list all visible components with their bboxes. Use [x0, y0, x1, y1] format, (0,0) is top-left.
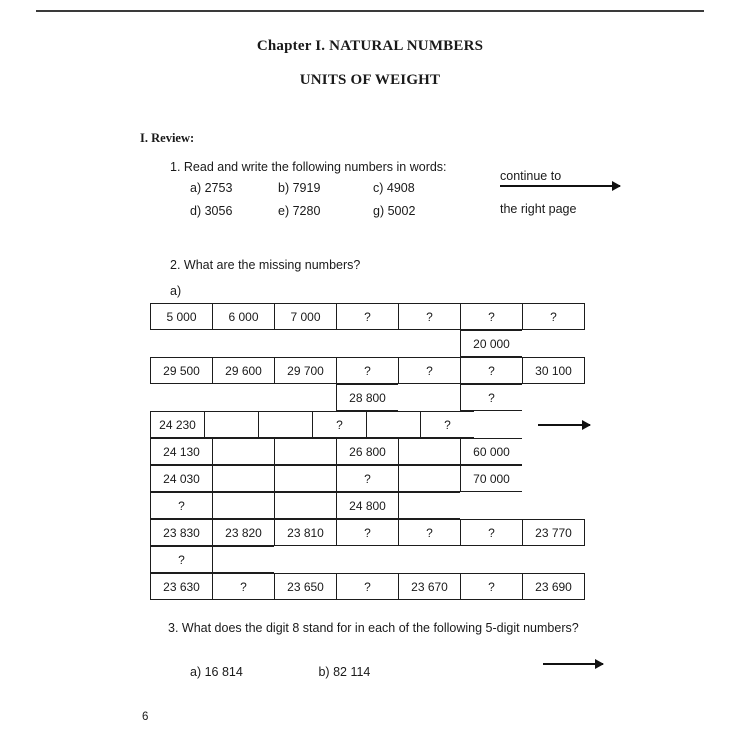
grid-cell[interactable]: ? — [398, 357, 461, 384]
grid-cell[interactable]: 24 800 — [336, 492, 399, 519]
grid-cell[interactable]: 7 000 — [274, 303, 337, 330]
grid-cell-empty — [522, 465, 585, 492]
grid-cell[interactable]: 24 230 — [150, 411, 205, 438]
question-1-items — [170, 181, 490, 227]
grid-cell[interactable] — [366, 411, 421, 438]
grid-cell[interactable]: 24 130 — [150, 438, 213, 465]
grid-cell[interactable] — [398, 465, 461, 492]
continue-note-line-1: continue to — [500, 169, 562, 183]
number-grid — [150, 303, 590, 600]
title-line-1: Chapter I. NATURAL NUMBERS — [256, 38, 484, 54]
grid-cell[interactable]: ? — [398, 303, 461, 330]
grid-row-arrow-wrap — [528, 411, 590, 438]
grid-cell[interactable]: 23 690 — [522, 573, 585, 600]
grid-cell[interactable]: ? — [336, 303, 399, 330]
grid-cell[interactable]: 29 600 — [212, 357, 275, 384]
grid-cell[interactable] — [212, 465, 275, 492]
continue-note-arrow-wrap — [500, 185, 620, 201]
grid-cell[interactable] — [274, 438, 337, 465]
question-2-prompt: 2. What are the missing numbers? — [170, 258, 361, 272]
grid-cell[interactable]: 30 100 — [522, 357, 585, 384]
grid-cell[interactable] — [274, 465, 337, 492]
page-number: 6 — [142, 711, 149, 723]
grid-cell[interactable]: 26 800 — [336, 438, 399, 465]
right-arrow-icon — [538, 424, 590, 426]
grid-cell[interactable]: 23 650 — [274, 573, 337, 600]
grid-cell[interactable]: ? — [336, 573, 399, 600]
grid-cell-empty — [522, 330, 585, 357]
grid-cell-empty — [398, 330, 461, 357]
question-3-prompt-line-2: numbers? — [523, 621, 579, 635]
grid-cell[interactable]: ? — [420, 411, 475, 438]
grid-row — [150, 411, 590, 438]
grid-cell[interactable]: 23 820 — [212, 519, 275, 546]
grid-cell-empty — [522, 546, 585, 573]
grid-cell[interactable]: 5 000 — [150, 303, 213, 330]
grid-cell[interactable] — [274, 492, 337, 519]
grid-row — [150, 438, 590, 465]
grid-cell[interactable]: ? — [460, 357, 523, 384]
grid-row — [150, 465, 590, 492]
grid-row — [150, 573, 590, 600]
grid-cell[interactable]: ? — [150, 492, 213, 519]
question-1-prompt: 1. Read and write the following numbers in words: — [170, 160, 447, 174]
grid-cell[interactable]: 70 000 — [460, 465, 523, 492]
grid-cell[interactable]: 20 000 — [460, 330, 523, 357]
grid-cell-empty — [460, 546, 523, 573]
right-arrow-icon — [500, 185, 620, 187]
question-1-row — [170, 181, 490, 195]
grid-cell[interactable]: ? — [336, 465, 399, 492]
continue-note — [500, 168, 620, 218]
grid-row — [150, 519, 590, 546]
grid-cell-empty — [212, 330, 275, 357]
section-heading: I. Review: — [140, 131, 195, 145]
grid-row — [150, 330, 590, 357]
grid-cell[interactable] — [212, 438, 275, 465]
grid-cell-empty — [150, 384, 213, 411]
grid-cell-empty — [274, 546, 337, 573]
grid-cell[interactable]: 23 670 — [398, 573, 461, 600]
grid-cell[interactable]: ? — [336, 357, 399, 384]
grid-cell[interactable]: ? — [312, 411, 367, 438]
grid-cell[interactable]: 23 630 — [150, 573, 213, 600]
grid-cell-empty — [150, 330, 213, 357]
grid-row — [150, 303, 590, 330]
question-3-items — [190, 665, 370, 679]
grid-cell-empty — [398, 546, 461, 573]
right-arrow-icon — [543, 663, 603, 665]
grid-cell[interactable]: ? — [398, 519, 461, 546]
grid-cell-empty — [398, 384, 461, 411]
grid-cell[interactable]: 24 030 — [150, 465, 213, 492]
grid-cell[interactable]: ? — [460, 384, 523, 411]
grid-row — [150, 492, 590, 519]
grid-row — [150, 357, 590, 384]
question-1-item: b) 7919 — [278, 181, 321, 195]
grid-cell[interactable]: ? — [460, 573, 523, 600]
grid-cell-empty — [212, 384, 275, 411]
grid-cell-empty — [336, 330, 399, 357]
grid-cell[interactable]: 29 700 — [274, 357, 337, 384]
grid-cell[interactable]: ? — [150, 546, 213, 573]
grid-cell-empty — [474, 411, 529, 438]
grid-cell-empty — [522, 438, 585, 465]
grid-cell[interactable]: 23 830 — [150, 519, 213, 546]
page-title — [0, 38, 740, 89]
question-1-item: d) 3056 — [190, 204, 233, 218]
title-line-2: UNITS OF WEIGHT — [299, 72, 441, 88]
grid-cell[interactable] — [258, 411, 313, 438]
continue-note-line-2: the right page — [500, 202, 577, 216]
grid-cell[interactable] — [398, 438, 461, 465]
grid-cell[interactable]: 28 800 — [336, 384, 399, 411]
grid-cell[interactable] — [204, 411, 259, 438]
grid-row — [150, 384, 590, 411]
grid-cell[interactable]: ? — [460, 519, 523, 546]
question-1-item: a) 2753 — [190, 181, 233, 195]
question-3-arrow-wrap — [543, 663, 603, 665]
grid-cell-empty — [274, 384, 337, 411]
grid-cell[interactable]: ? — [336, 519, 399, 546]
grid-cell[interactable]: ? — [522, 303, 585, 330]
question-2-part-label: a) — [170, 284, 182, 298]
grid-cell-empty — [522, 492, 585, 519]
grid-cell-empty — [460, 492, 523, 519]
question-1-row — [170, 204, 490, 218]
grid-cell[interactable]: 29 500 — [150, 357, 213, 384]
grid-cell[interactable]: ? — [212, 573, 275, 600]
question-3-prompt — [140, 615, 605, 642]
grid-cell-empty — [336, 546, 399, 573]
grid-row — [150, 546, 590, 573]
question-3-item: b) 82 114 — [318, 665, 371, 679]
question-1-item: c) 4908 — [373, 181, 415, 195]
grid-cell-empty — [274, 330, 337, 357]
grid-cell[interactable]: 23 810 — [274, 519, 337, 546]
question-1-item: g) 5002 — [373, 204, 416, 218]
grid-cell[interactable] — [212, 546, 275, 573]
grid-cell[interactable] — [398, 492, 461, 519]
page-top-rule — [36, 10, 704, 12]
question-3-prompt-line-1: 3. What does the digit 8 stand for in each of the following 5-digit — [168, 621, 520, 635]
grid-cell[interactable] — [212, 492, 275, 519]
grid-cell[interactable]: ? — [460, 303, 523, 330]
grid-cell[interactable]: 23 770 — [522, 519, 585, 546]
question-3-item: a) 16 814 — [190, 665, 243, 679]
question-1-item: e) 7280 — [278, 204, 321, 218]
grid-cell[interactable]: 60 000 — [460, 438, 523, 465]
grid-cell-empty — [522, 384, 585, 411]
grid-cell[interactable]: 6 000 — [212, 303, 275, 330]
